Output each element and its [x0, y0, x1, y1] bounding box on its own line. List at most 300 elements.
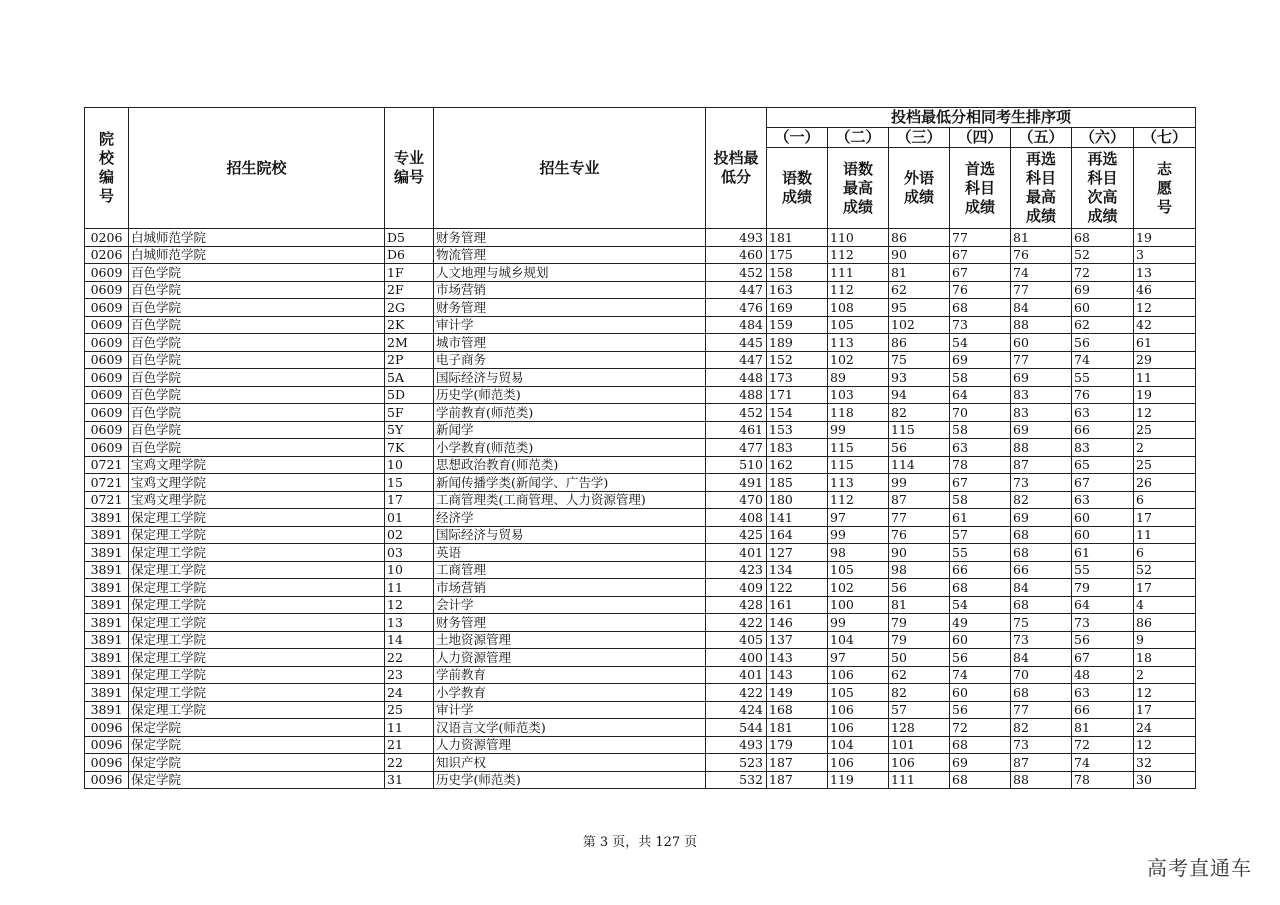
- cell-min-score: 476: [706, 299, 767, 317]
- cell-school-name: 宝鸡文理学院: [129, 456, 385, 474]
- cell-score-2: 112: [828, 281, 889, 299]
- cell-score-2: 99: [828, 421, 889, 439]
- cell-score-3: 95: [889, 299, 950, 317]
- cell-score-3: 81: [889, 596, 950, 614]
- cell-score-5: 68: [1011, 596, 1072, 614]
- cell-min-score: 422: [706, 684, 767, 702]
- cell-score-2: 113: [828, 474, 889, 492]
- cell-score-7: 6: [1134, 544, 1196, 562]
- cell-score-4: 73: [950, 316, 1011, 334]
- cell-score-2: 104: [828, 736, 889, 754]
- cell-score-4: 57: [950, 526, 1011, 544]
- cell-school-code: 3891: [85, 561, 129, 579]
- cell-score-1: 137: [767, 631, 828, 649]
- cell-major-name: 国际经济与贸易: [434, 526, 706, 544]
- cell-score-1: 175: [767, 246, 828, 264]
- cell-score-1: 141: [767, 509, 828, 527]
- cell-score-6: 76: [1072, 386, 1134, 404]
- table-header: [85, 108, 1196, 229]
- cell-score-2: 111: [828, 264, 889, 282]
- cell-score-1: 134: [767, 561, 828, 579]
- table-row: [85, 561, 1196, 579]
- cell-score-4: 66: [950, 561, 1011, 579]
- cell-score-5: 82: [1011, 491, 1072, 509]
- cell-score-7: 11: [1134, 526, 1196, 544]
- table-row: [85, 246, 1196, 264]
- cell-major-name: 物流管理: [434, 246, 706, 264]
- cell-min-score: 400: [706, 649, 767, 667]
- cell-score-3: 86: [889, 334, 950, 352]
- cell-score-5: 82: [1011, 719, 1072, 737]
- cell-score-5: 81: [1011, 229, 1072, 247]
- cell-score-1: 187: [767, 771, 828, 789]
- cell-score-5: 83: [1011, 404, 1072, 422]
- cell-min-score: 544: [706, 719, 767, 737]
- cell-school-code: 0609: [85, 281, 129, 299]
- cell-score-2: 113: [828, 334, 889, 352]
- cell-major-name: 小学教育: [434, 684, 706, 702]
- cell-score-1: 169: [767, 299, 828, 317]
- cell-score-2: 97: [828, 649, 889, 667]
- header-school-code: 院校编号: [85, 108, 129, 229]
- table-row: [85, 491, 1196, 509]
- cell-school-name: 百色学院: [129, 316, 385, 334]
- cell-score-4: 68: [950, 736, 1011, 754]
- cell-score-1: 179: [767, 736, 828, 754]
- cell-score-5: 88: [1011, 771, 1072, 789]
- cell-score-2: 119: [828, 771, 889, 789]
- table-row: [85, 544, 1196, 562]
- cell-score-6: 65: [1072, 456, 1134, 474]
- cell-score-4: 68: [950, 579, 1011, 597]
- header-tiebreak-num: （四）: [950, 128, 1011, 148]
- cell-school-code: 3891: [85, 701, 129, 719]
- cell-score-5: 76: [1011, 246, 1072, 264]
- cell-score-3: 98: [889, 561, 950, 579]
- cell-score-2: 97: [828, 509, 889, 527]
- cell-score-3: 82: [889, 684, 950, 702]
- table-row: [85, 264, 1196, 282]
- cell-score-3: 79: [889, 614, 950, 632]
- cell-score-1: 183: [767, 439, 828, 457]
- cell-score-1: 189: [767, 334, 828, 352]
- cell-min-score: 422: [706, 614, 767, 632]
- cell-min-score: 493: [706, 736, 767, 754]
- cell-min-score: 405: [706, 631, 767, 649]
- cell-major-name: 经济学: [434, 509, 706, 527]
- cell-score-4: 60: [950, 631, 1011, 649]
- cell-score-2: 98: [828, 544, 889, 562]
- table-row: [85, 509, 1196, 527]
- header-tiebreak-label: 再选科目次高成绩: [1072, 148, 1134, 229]
- cell-score-6: 52: [1072, 246, 1134, 264]
- cell-min-score: 447: [706, 351, 767, 369]
- cell-score-3: 62: [889, 666, 950, 684]
- cell-score-7: 6: [1134, 491, 1196, 509]
- cell-score-4: 78: [950, 456, 1011, 474]
- cell-school-code: 0096: [85, 719, 129, 737]
- cell-school-name: 百色学院: [129, 404, 385, 422]
- cell-school-code: 0609: [85, 421, 129, 439]
- table-row: [85, 229, 1196, 247]
- table-row: [85, 684, 1196, 702]
- cell-score-1: 154: [767, 404, 828, 422]
- cell-score-4: 68: [950, 299, 1011, 317]
- cell-school-name: 保定理工学院: [129, 684, 385, 702]
- cell-major-name: 人文地理与城乡规划: [434, 264, 706, 282]
- cell-score-1: 159: [767, 316, 828, 334]
- cell-major-name: 国际经济与贸易: [434, 369, 706, 387]
- cell-major-code: 1F: [385, 264, 434, 282]
- cell-score-7: 9: [1134, 631, 1196, 649]
- cell-score-4: 58: [950, 369, 1011, 387]
- cell-score-7: 2: [1134, 439, 1196, 457]
- cell-major-name: 工商管理类(工商管理、人力资源管理): [434, 491, 706, 509]
- cell-score-5: 74: [1011, 264, 1072, 282]
- cell-score-7: 11: [1134, 369, 1196, 387]
- cell-school-name: 百色学院: [129, 351, 385, 369]
- cell-min-score: 470: [706, 491, 767, 509]
- table-row: [85, 439, 1196, 457]
- header-tiebreak-num: （一）: [767, 128, 828, 148]
- cell-min-score: 488: [706, 386, 767, 404]
- cell-min-score: 491: [706, 474, 767, 492]
- cell-score-3: 128: [889, 719, 950, 737]
- cell-score-7: 12: [1134, 736, 1196, 754]
- cell-school-code: 0609: [85, 316, 129, 334]
- cell-score-7: 13: [1134, 264, 1196, 282]
- cell-school-name: 白城师范学院: [129, 246, 385, 264]
- cell-score-4: 68: [950, 771, 1011, 789]
- cell-school-code: 0096: [85, 754, 129, 772]
- cell-score-6: 48: [1072, 666, 1134, 684]
- cell-score-2: 112: [828, 246, 889, 264]
- cell-school-name: 百色学院: [129, 334, 385, 352]
- header-tiebreak-num: （六）: [1072, 128, 1134, 148]
- cell-score-1: 152: [767, 351, 828, 369]
- cell-score-5: 77: [1011, 351, 1072, 369]
- cell-score-6: 63: [1072, 491, 1134, 509]
- cell-score-1: 143: [767, 666, 828, 684]
- cell-score-6: 66: [1072, 421, 1134, 439]
- cell-score-2: 100: [828, 596, 889, 614]
- cell-score-5: 87: [1011, 456, 1072, 474]
- cell-school-code: 3891: [85, 509, 129, 527]
- cell-score-6: 67: [1072, 649, 1134, 667]
- cell-school-name: 保定理工学院: [129, 631, 385, 649]
- cell-score-3: 87: [889, 491, 950, 509]
- cell-score-7: 25: [1134, 456, 1196, 474]
- header-tiebreak-label: 首选科目成绩: [950, 148, 1011, 229]
- cell-major-code: 03: [385, 544, 434, 562]
- cell-score-5: 84: [1011, 649, 1072, 667]
- cell-school-code: 0609: [85, 404, 129, 422]
- cell-score-4: 58: [950, 421, 1011, 439]
- header-tiebreak-label: 再选科目最高成绩: [1011, 148, 1072, 229]
- cell-score-2: 106: [828, 701, 889, 719]
- cell-school-name: 保定理工学院: [129, 701, 385, 719]
- table-row: [85, 299, 1196, 317]
- cell-school-code: 0096: [85, 736, 129, 754]
- cell-major-name: 财务管理: [434, 614, 706, 632]
- header-tiebreak-num: （七）: [1134, 128, 1196, 148]
- cell-major-code: 22: [385, 649, 434, 667]
- cell-score-7: 19: [1134, 386, 1196, 404]
- cell-score-6: 60: [1072, 509, 1134, 527]
- cell-score-5: 75: [1011, 614, 1072, 632]
- cell-min-score: 448: [706, 369, 767, 387]
- cell-school-code: 3891: [85, 649, 129, 667]
- cell-min-score: 424: [706, 701, 767, 719]
- cell-score-6: 73: [1072, 614, 1134, 632]
- cell-score-1: 185: [767, 474, 828, 492]
- cell-major-name: 新闻传播学类(新闻学、广告学): [434, 474, 706, 492]
- cell-major-code: 01: [385, 509, 434, 527]
- cell-major-name: 学前教育: [434, 666, 706, 684]
- cell-score-5: 70: [1011, 666, 1072, 684]
- cell-score-6: 78: [1072, 771, 1134, 789]
- cell-score-2: 89: [828, 369, 889, 387]
- cell-major-code: 5F: [385, 404, 434, 422]
- cell-school-name: 保定理工学院: [129, 614, 385, 632]
- cell-score-6: 60: [1072, 299, 1134, 317]
- cell-score-3: 50: [889, 649, 950, 667]
- cell-score-2: 115: [828, 439, 889, 457]
- cell-score-3: 94: [889, 386, 950, 404]
- cell-score-6: 63: [1072, 404, 1134, 422]
- cell-major-name: 英语: [434, 544, 706, 562]
- cell-min-score: 461: [706, 421, 767, 439]
- cell-score-3: 101: [889, 736, 950, 754]
- admission-score-table: [84, 107, 1196, 789]
- cell-major-code: 11: [385, 719, 434, 737]
- cell-score-1: 146: [767, 614, 828, 632]
- cell-min-score: 452: [706, 404, 767, 422]
- cell-score-3: 79: [889, 631, 950, 649]
- cell-score-4: 74: [950, 666, 1011, 684]
- cell-score-7: 17: [1134, 701, 1196, 719]
- cell-score-4: 55: [950, 544, 1011, 562]
- cell-score-3: 115: [889, 421, 950, 439]
- cell-score-1: 173: [767, 369, 828, 387]
- cell-major-code: 22: [385, 754, 434, 772]
- cell-major-code: 13: [385, 614, 434, 632]
- cell-score-7: 24: [1134, 719, 1196, 737]
- table-row: [85, 526, 1196, 544]
- cell-major-code: 17: [385, 491, 434, 509]
- cell-score-4: 54: [950, 596, 1011, 614]
- cell-min-score: 523: [706, 754, 767, 772]
- cell-school-code: 0609: [85, 334, 129, 352]
- cell-score-6: 72: [1072, 736, 1134, 754]
- cell-score-5: 69: [1011, 421, 1072, 439]
- table-row: [85, 404, 1196, 422]
- cell-school-code: 0206: [85, 246, 129, 264]
- cell-school-code: 0609: [85, 351, 129, 369]
- cell-score-7: 42: [1134, 316, 1196, 334]
- cell-school-name: 百色学院: [129, 369, 385, 387]
- cell-major-code: D5: [385, 229, 434, 247]
- table-row: [85, 421, 1196, 439]
- cell-major-name: 历史学(师范类): [434, 771, 706, 789]
- cell-school-code: 0609: [85, 264, 129, 282]
- cell-score-6: 83: [1072, 439, 1134, 457]
- cell-major-name: 审计学: [434, 316, 706, 334]
- cell-school-code: 0721: [85, 456, 129, 474]
- cell-school-code: 0609: [85, 299, 129, 317]
- cell-major-code: 5A: [385, 369, 434, 387]
- cell-score-7: 25: [1134, 421, 1196, 439]
- table-row: [85, 649, 1196, 667]
- cell-score-5: 69: [1011, 369, 1072, 387]
- cell-score-6: 64: [1072, 596, 1134, 614]
- cell-score-5: 83: [1011, 386, 1072, 404]
- cell-min-score: 484: [706, 316, 767, 334]
- cell-score-2: 105: [828, 684, 889, 702]
- cell-score-5: 73: [1011, 474, 1072, 492]
- cell-school-name: 保定理工学院: [129, 561, 385, 579]
- cell-score-6: 60: [1072, 526, 1134, 544]
- cell-score-1: 168: [767, 701, 828, 719]
- cell-score-1: 158: [767, 264, 828, 282]
- cell-score-1: 161: [767, 596, 828, 614]
- header-school-name: 招生院校: [129, 108, 385, 229]
- cell-score-5: 68: [1011, 684, 1072, 702]
- table-row: [85, 351, 1196, 369]
- cell-school-code: 0721: [85, 474, 129, 492]
- cell-major-name: 知识产权: [434, 754, 706, 772]
- cell-score-6: 66: [1072, 701, 1134, 719]
- cell-score-1: 162: [767, 456, 828, 474]
- cell-score-5: 77: [1011, 701, 1072, 719]
- cell-score-2: 106: [828, 719, 889, 737]
- cell-score-7: 12: [1134, 299, 1196, 317]
- cell-score-3: 102: [889, 316, 950, 334]
- cell-min-score: 532: [706, 771, 767, 789]
- cell-major-code: 23: [385, 666, 434, 684]
- cell-score-5: 77: [1011, 281, 1072, 299]
- cell-school-name: 百色学院: [129, 264, 385, 282]
- cell-score-7: 32: [1134, 754, 1196, 772]
- cell-score-6: 61: [1072, 544, 1134, 562]
- cell-score-6: 56: [1072, 334, 1134, 352]
- cell-score-4: 67: [950, 474, 1011, 492]
- cell-score-7: 86: [1134, 614, 1196, 632]
- cell-score-2: 115: [828, 456, 889, 474]
- cell-score-7: 3: [1134, 246, 1196, 264]
- cell-major-code: 5D: [385, 386, 434, 404]
- cell-school-name: 宝鸡文理学院: [129, 491, 385, 509]
- table-row: [85, 614, 1196, 632]
- cell-school-name: 保定理工学院: [129, 544, 385, 562]
- cell-score-4: 69: [950, 351, 1011, 369]
- cell-major-code: 02: [385, 526, 434, 544]
- cell-school-name: 百色学院: [129, 439, 385, 457]
- cell-score-1: 163: [767, 281, 828, 299]
- cell-major-name: 财务管理: [434, 299, 706, 317]
- cell-score-3: 106: [889, 754, 950, 772]
- cell-score-2: 102: [828, 579, 889, 597]
- cell-score-6: 74: [1072, 754, 1134, 772]
- header-tiebreak-num: （三）: [889, 128, 950, 148]
- cell-score-4: 72: [950, 719, 1011, 737]
- cell-score-7: 19: [1134, 229, 1196, 247]
- cell-score-5: 84: [1011, 299, 1072, 317]
- cell-score-4: 49: [950, 614, 1011, 632]
- cell-major-code: 2K: [385, 316, 434, 334]
- cell-school-code: 3891: [85, 579, 129, 597]
- cell-min-score: 401: [706, 666, 767, 684]
- cell-score-7: 12: [1134, 684, 1196, 702]
- cell-score-7: 17: [1134, 579, 1196, 597]
- cell-score-1: 187: [767, 754, 828, 772]
- cell-min-score: 493: [706, 229, 767, 247]
- cell-major-code: 24: [385, 684, 434, 702]
- cell-score-6: 81: [1072, 719, 1134, 737]
- cell-score-2: 99: [828, 614, 889, 632]
- cell-score-2: 102: [828, 351, 889, 369]
- header-major-code: 专业编号: [385, 108, 434, 229]
- cell-score-5: 73: [1011, 631, 1072, 649]
- header-tiebreak-label: 外语成绩: [889, 148, 950, 229]
- cell-major-code: 7K: [385, 439, 434, 457]
- cell-score-4: 63: [950, 439, 1011, 457]
- cell-score-7: 61: [1134, 334, 1196, 352]
- cell-score-4: 61: [950, 509, 1011, 527]
- cell-score-1: 122: [767, 579, 828, 597]
- cell-school-code: 3891: [85, 684, 129, 702]
- cell-school-code: 3891: [85, 614, 129, 632]
- cell-score-3: 82: [889, 404, 950, 422]
- cell-school-name: 保定理工学院: [129, 666, 385, 684]
- cell-score-7: 2: [1134, 666, 1196, 684]
- cell-min-score: 423: [706, 561, 767, 579]
- cell-major-name: 人力资源管理: [434, 649, 706, 667]
- cell-score-4: 70: [950, 404, 1011, 422]
- cell-min-score: 460: [706, 246, 767, 264]
- cell-school-code: 0206: [85, 229, 129, 247]
- cell-score-5: 66: [1011, 561, 1072, 579]
- cell-min-score: 477: [706, 439, 767, 457]
- cell-score-1: 181: [767, 719, 828, 737]
- cell-major-name: 新闻学: [434, 421, 706, 439]
- cell-school-name: 保定学院: [129, 754, 385, 772]
- cell-school-code: 3891: [85, 544, 129, 562]
- cell-score-5: 84: [1011, 579, 1072, 597]
- cell-school-code: 3891: [85, 596, 129, 614]
- cell-school-name: 保定理工学院: [129, 649, 385, 667]
- table-row: [85, 386, 1196, 404]
- cell-major-name: 财务管理: [434, 229, 706, 247]
- cell-min-score: 408: [706, 509, 767, 527]
- cell-score-1: 180: [767, 491, 828, 509]
- page-footer: 第 3 页，共 127 页: [582, 835, 698, 850]
- cell-min-score: 401: [706, 544, 767, 562]
- cell-score-7: 29: [1134, 351, 1196, 369]
- cell-major-code: 10: [385, 561, 434, 579]
- cell-school-code: 3891: [85, 526, 129, 544]
- table-row: [85, 316, 1196, 334]
- cell-major-code: 31: [385, 771, 434, 789]
- cell-school-name: 保定学院: [129, 771, 385, 789]
- cell-major-name: 土地资源管理: [434, 631, 706, 649]
- watermark: 高考直通车: [1147, 856, 1252, 880]
- cell-score-5: 68: [1011, 544, 1072, 562]
- cell-min-score: 510: [706, 456, 767, 474]
- cell-score-6: 72: [1072, 264, 1134, 282]
- table-row: [85, 666, 1196, 684]
- cell-min-score: 445: [706, 334, 767, 352]
